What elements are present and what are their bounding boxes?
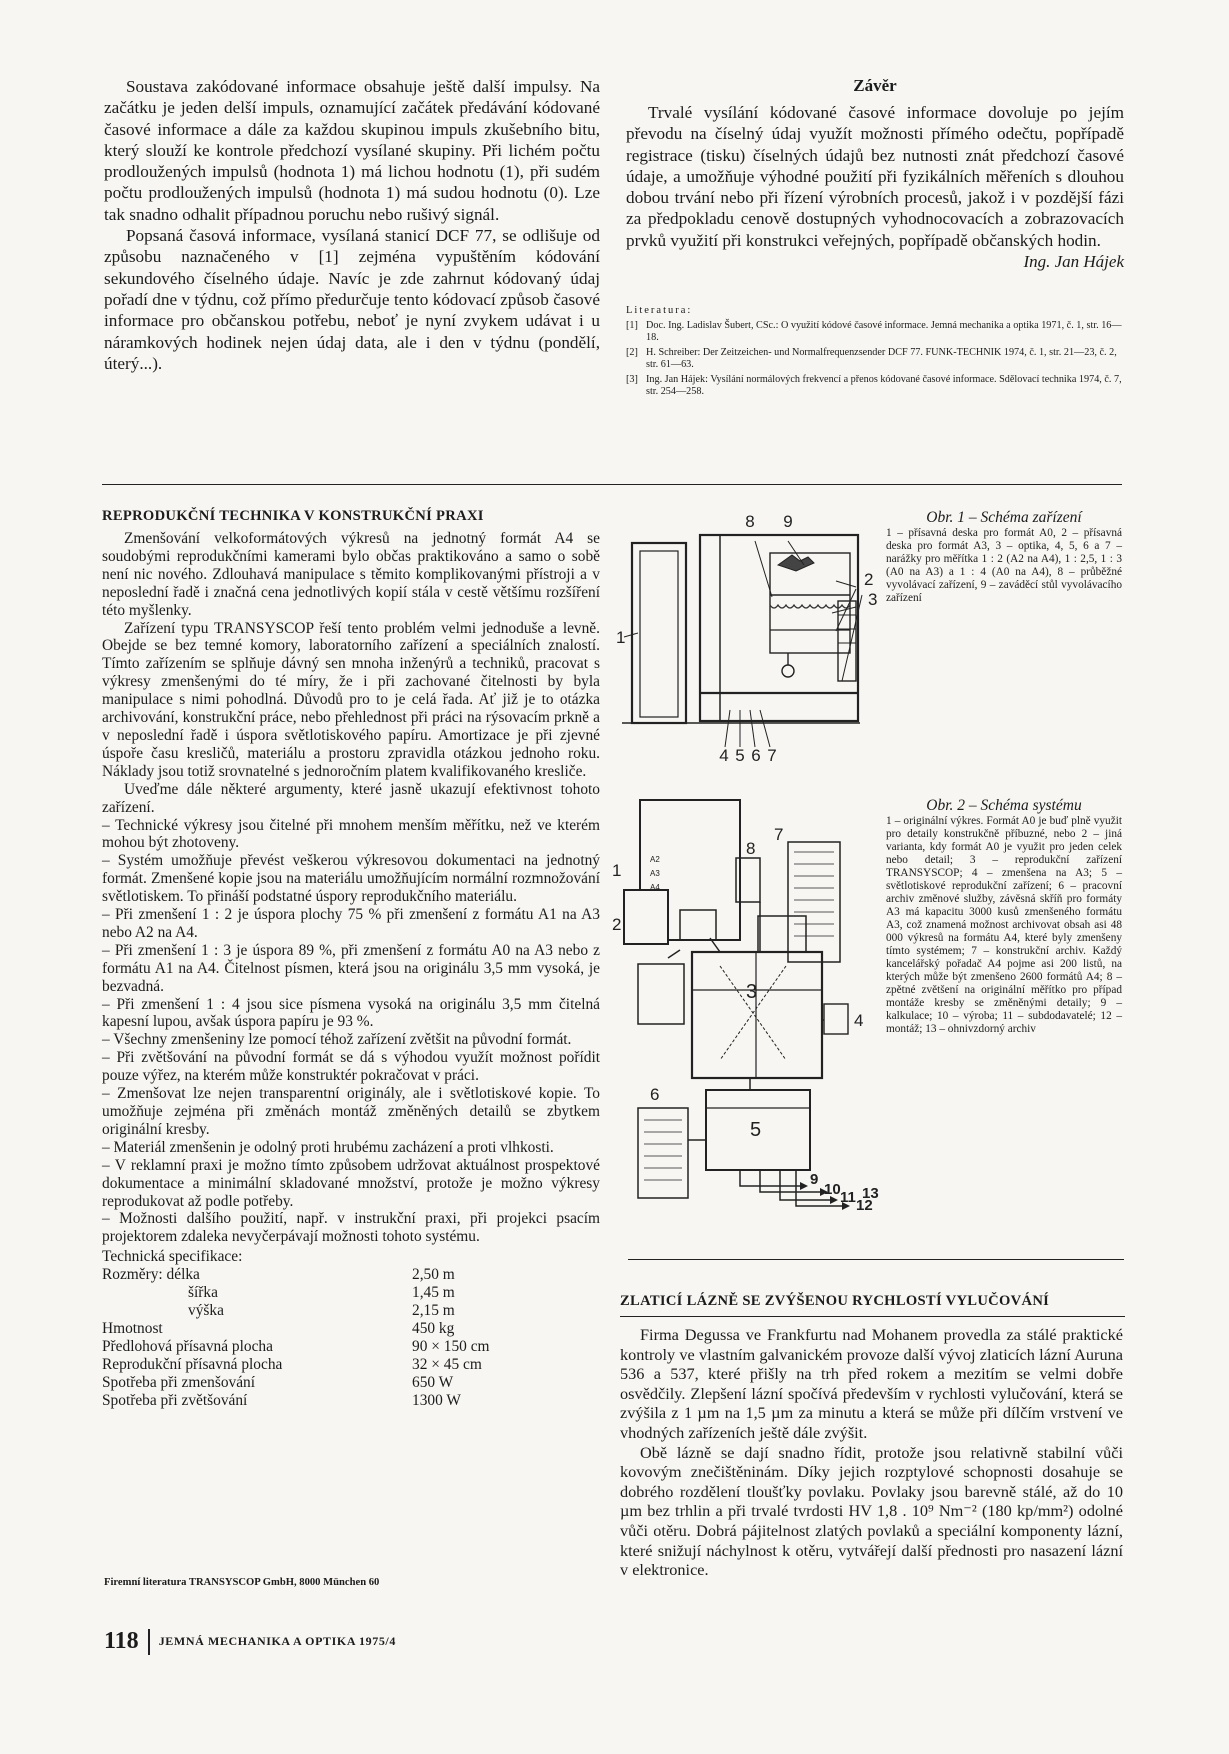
sheet-label: A2 bbox=[650, 855, 660, 864]
literature-heading: Literatura: bbox=[626, 305, 693, 317]
argument-item: – Zmenšovat lze nejen transparentní originály, ale i světlotiskové kopie. To umožňuje zejména při změnách montáž změněných detailů se zbytkem originální kresby. bbox=[102, 1085, 600, 1138]
spec-row bbox=[102, 1320, 600, 1338]
spec-heading: Technická specifikace: bbox=[102, 1248, 243, 1266]
figure-label: 6 bbox=[751, 746, 761, 765]
literature-text: Doc. Ing. Ladislav Šubert, CSc.: O využití kódové časové informace. Jemná mechanika a optika 1971, č. 1, str. 16—18. bbox=[646, 320, 1122, 344]
literature-item bbox=[626, 374, 1124, 399]
section-divider bbox=[628, 1259, 1124, 1260]
literature-number: [3] bbox=[626, 373, 638, 385]
figure-label: 13 bbox=[862, 1185, 879, 1202]
spec-value: 90 × 150 cm bbox=[412, 1337, 490, 1355]
spec-label: šířka bbox=[188, 1284, 218, 1302]
figure-label: 4 bbox=[719, 746, 729, 765]
figure-label: 3 bbox=[746, 981, 758, 1003]
figure-label: 1 bbox=[616, 628, 626, 647]
repro-paragraph-1: Zmenšování velkoformátových výkresů na jednotný formát A4 se soudobými reprodukčními kamerami bylo občas praktikováno a samo o sobě není nic nového. Zdlouhavá manipulace s těmito komplikovanými přístroji a v neposlední řadě i značná cena jednotlivých kopií stála v cestě většímu rozšíření této myšlenky. bbox=[102, 530, 600, 619]
footer-separator bbox=[148, 1629, 150, 1655]
heading-underline bbox=[620, 1316, 1125, 1317]
figure-label: 4 bbox=[854, 1011, 864, 1030]
argument-item: – Technické výkresy jsou čitelné při mnohem menším měřítku, než ve kterém mohou být zhotoveny. bbox=[102, 816, 600, 852]
conclusion-heading: Závěr bbox=[853, 76, 897, 95]
figure-1-legend: 1 – přísavná deska pro formát A0, 2 – přísavná deska pro formát A3, 3 – optika, 4, 5, 6 a 7 – narážky pro měřítka 1 : 2 (A2 na A4), 1 : 2,5, 1 : 3 (A0 na A3) a 1 : 4 (A0 na A4), 8 – průběžné vyvolávací zařízení, 9 – zaváděcí stůl vyvolávacího zařízení bbox=[886, 527, 1122, 604]
figure-2-caption bbox=[886, 799, 1122, 1036]
gold-paragraph-2: Obě lázně se dají snadno řídit, protože jsou relativně stabilní vůči kovovým znečištěninám. Díky jejich rozptylové schopnosti dosahuje se dobrého rozdělení tloušťky povlaku. Povlaky jsou barevně stálé, až do 10 µm bez trhlin a při trvalé tvrdosti HV 1,8 . 10⁹ Nm⁻² (180 kp/mm²) odolné vůči otěru. Dobrá pájitelnost zlatých povlaků a speciální komponenty lázní, které snižují náchylnost k otěru, vytvářejí další přednosti pro nasazení lázní v elektronice. bbox=[620, 1442, 1123, 1580]
literature-item bbox=[626, 320, 1124, 345]
spec-row bbox=[102, 1338, 600, 1356]
figure-label: 7 bbox=[774, 825, 784, 844]
argument-item: – Při zmenšení 1 : 2 je úspora plochy 75 % při zmenšení z formátu A1 na A3 nebo A2 na A4. bbox=[102, 906, 600, 941]
spec-value: 1300 W bbox=[412, 1391, 461, 1409]
argument-item: – Všechny zmenšeniny lze pomocí téhož zařízení zvětšit na původní formát. bbox=[102, 1031, 572, 1049]
spec-label: Spotřeba při zvětšování bbox=[102, 1391, 248, 1409]
spec-row bbox=[102, 1392, 600, 1410]
argument-item: – Systém umožňuje převést veškerou výkresovou dokumentaci na jednotný formát. Zmenšené kopie jsou na materiálu umožňujícím normální rozmnožování světlotiskem. To přináší podstatné úspory reprodukčního materiálu. bbox=[102, 852, 600, 906]
figure-label: 9 bbox=[810, 1171, 819, 1188]
literature-text: Ing. Jan Hájek: Vysílání normálových frekvencí a přenos kódované časové informace. Sdělovací technika 1974, č. 7, str. 254—258. bbox=[646, 373, 1122, 398]
spec-value: 32 × 45 cm bbox=[412, 1355, 482, 1373]
spec-value: 2,50 m bbox=[412, 1266, 455, 1284]
figure-label: 10 bbox=[824, 1181, 841, 1198]
figure-label: 2 bbox=[864, 570, 874, 589]
figure-label: 2 bbox=[612, 915, 622, 934]
repro-paragraph-3: Uveďme dále některé argumenty, které jasně ukazují efektivnost tohoto zařízení. bbox=[102, 780, 600, 816]
spec-label: výška bbox=[188, 1301, 224, 1319]
spec-row bbox=[102, 1284, 600, 1302]
repro-paragraph-2: Zařízení typu TRANSYSCOP řeší tento problém velmi jednoduše a levně. Obejde se bez temné komory, laboratorního zařízení a speciálních znalostí. Tímto zařízením se splňuje dávný sen mnoha inženýrů a techniků, pracovat s výkresy zmenšenými do té míry, že i při zachované čitelnosti by byla manipulace s nimi pohodlná. Důvodů pro to je celá řada. Ať již je to otázka archivování, konstrukční práce, nebo přehlednost při práci na rýsovacím prkně a v neposlední řadě i úspora světlotiskového papíru. Amortizace je při zjevné úspoře času kresličů, materiálu a prostoru zpravidla otázkou jednoho roku. Náklady jsou totiž srovnatelné s jednoročním platem kvalifikovaného kresliče. bbox=[102, 619, 600, 780]
article-heading-gold: ZLATICÍ LÁZNĚ SE ZVÝŠENOU RYCHLOSTÍ VYLUČOVÁNÍ bbox=[620, 1293, 1050, 1309]
figure-label: 5 bbox=[750, 1119, 762, 1141]
spec-value: 650 W bbox=[412, 1373, 454, 1391]
figure-label: 12 bbox=[856, 1197, 873, 1210]
figure-label: 8 bbox=[746, 839, 756, 858]
sheet-label: A4 bbox=[650, 883, 660, 892]
figure-label: 1 bbox=[612, 861, 622, 880]
argument-item: – Při zmenšení 1 : 4 jsou sice písmena vysoká na originálu 3,5 mm čitelná kapesní lupou, avšak úspora papíru je 93 %. bbox=[102, 995, 600, 1031]
page-number: 118 bbox=[104, 1628, 139, 1654]
argument-item: – Při zvětšování na původní formát se dá s výhodou využít možnost pořídit pouze výřez, na kterém může konstruktér pokračovat v práci. bbox=[102, 1049, 600, 1085]
spec-label: Spotřeba při zmenšování bbox=[102, 1373, 256, 1391]
spec-value: 1,45 m bbox=[412, 1284, 455, 1302]
spec-table bbox=[102, 1266, 600, 1409]
article-heading-repro: REPRODUKČNÍ TECHNIKA V KONSTRUKČNÍ PRAXI bbox=[102, 508, 484, 524]
figure-label: 6 bbox=[650, 1085, 660, 1104]
figure-2-system-schematic bbox=[610, 790, 882, 1210]
argument-item: – Při zmenšení 1 : 3 je úspora 89 %, při zmenšení z formátu A0 na A3 nebo z formátu A1 na A4. Čitelnost písmen, která jsou na originálu 3,5 mm vysoká, je bezvadná. bbox=[102, 941, 600, 995]
repro-column bbox=[102, 530, 600, 1409]
spec-label: Reprodukční přísavná plocha bbox=[102, 1355, 283, 1373]
figure-label: 7 bbox=[767, 746, 777, 765]
literature-list bbox=[626, 320, 1124, 398]
intro-paragraph-1: Soustava zakódované informace obsahuje ještě další impulsy. Na začátku je jeden delší impuls, oznamující začátek předávání kódované časové informace a dále za každou skupinou impuls zkušebního bitu, který slouží ke kontrole předchozí vysílané skupiny. Při lichém počtu prodloužených impulsů (hodnota 1) má lichou hodnotu (1), při sudém počtu prodloužených impulsů (hodnota 1) má sudou hodnotu (0). Lze tak snadno odhalit případnou poruchu nebo rušivý signál. bbox=[104, 77, 600, 224]
literature-number: [1] bbox=[626, 320, 638, 332]
figure-label: 3 bbox=[868, 590, 878, 609]
argument-item: – V reklamní praxi je možno tímto způsobem udržovat aktuálnost prospektové dokumentace a minimální skladované množství, protože je možno výkresy reprodukovat až podle potřeby. bbox=[102, 1156, 600, 1210]
spec-row bbox=[102, 1356, 600, 1374]
figure-1-device-schematic bbox=[610, 505, 882, 765]
literature-item bbox=[626, 347, 1124, 372]
figure-1-title: Obr. 1 – Schéma zařízení bbox=[926, 509, 1082, 526]
figure-label: 5 bbox=[735, 746, 745, 765]
figure-2-legend: 1 – originální výkres. Formát A0 je buď plně využit pro detaily konstrukčně příbuzné, nebo 2 – jiná varianta, kdy formát A0 je využit pro jeden celek nebo detail; 3 – reprodukční zařízení TRANSYSCOP; 4 – zmenšena na A3; 5 – světlotiskové reprodukční zařízení; 6 – pracovní archiv změnové služby, závěsná skříň pro formáty A3 má kapacitu 3000 kusů zmenšeného formátu A3, což znamená možnost archivovat obsah asi 48 000 výkresů na formátu A4, které byly zmenšeny tímto systémem; 7 – konstrukční archiv. Každý kancelářský pořadač A4 pojme asi 200 listů, na kterých může být zmenšeno 2600 formátů A4; 8 – zpětné zvětšení na originální měřítko pro případ montáže kresby se změněnými detaily; 9 – kalkulace; 10 – výroba; 11 – subdodavatelé; 12 – montáž; 13 – ohnivzdorný archiv bbox=[886, 815, 1122, 1035]
figure-label: 9 bbox=[783, 512, 793, 531]
source-note: Firemní literatura TRANSYSCOP GmbH, 8000 München 60 bbox=[104, 1577, 380, 1588]
section-divider bbox=[102, 484, 1122, 485]
intro-paragraph-2: Popsaná časová informace, vysílaná stanicí DCF 77, se odlišuje od způsobu naznačeného v [1] zejména vypuštěním kódování sekundového číselného údaje. Navíc je zde zahrnut kódovaný údaj pořadí dne v týdnu, což přímo předurčuje tento kódovací způsob časové informace pro občanskou potřebu, neboť je nyní zvykem udávat i u náramkových hodinek nejen údaj data, ale i den v týdnu (pondělí, úterý...). bbox=[104, 226, 600, 373]
journal-title: JEMNÁ MECHANIKA A OPTIKA 1975/4 bbox=[158, 1634, 396, 1648]
spec-label: Předlohová přísavná plocha bbox=[102, 1337, 273, 1355]
spec-label: Rozměry: délka bbox=[102, 1266, 200, 1284]
gold-column bbox=[620, 1325, 1123, 1580]
article-author: Ing. Jan Hájek bbox=[1023, 252, 1124, 272]
figure-label: 11 bbox=[840, 1189, 856, 1206]
spec-row bbox=[102, 1374, 600, 1392]
spec-label: Hmotnost bbox=[102, 1319, 163, 1337]
spec-row bbox=[102, 1266, 600, 1284]
figure-2-title: Obr. 2 – Schéma systému bbox=[926, 797, 1082, 814]
conclusion-text: Trvalé vysílání kódované časové informace dovoluje po jejím převodu na číselný údaj využít možnosti přímého odečtu, popřípadě registrace (tisku) číselných údajů bez nutnosti znát předchozí časové údaje, a umožňuje výhodné použití při fyzikálních měřeních s dlouhou dobou trvání nebo při řízení výrobních procesů, jakož i v pozdější fázi za předpokladu cenově dostupných vyhodnocovacích a zobrazovacích prvků využití při konstrukci veřejných, popřípadě občanských hodin. bbox=[626, 103, 1124, 250]
page-footer bbox=[104, 1628, 396, 1655]
gold-paragraph-1: Firma Degussa ve Frankfurtu nad Mohanem provedla za stálé praktické kontroly ve vlastním galvanickém provoze další vývoj zlaticích lázní Auruna 536 a 537, které přišly na trh před rokem a mezitím se velmi dobře osvědčily. Zlepšení lázní spočívá především v rychlosti vylučování, která se zvýšila z 1 µm na 1,5 µm za minutu a která se může při dílčím vrstvení ve vhodných zařízeních ještě dále zvýšit. bbox=[620, 1325, 1123, 1442]
argument-item: – Materiál zmenšenin je odolný proti hrubému zacházení a proti vlhkosti. bbox=[102, 1138, 554, 1156]
sheet-label: A3 bbox=[650, 869, 660, 878]
figure-label: 8 bbox=[745, 512, 755, 531]
conclusion-column bbox=[626, 76, 1124, 401]
argument-item: – Možnosti dalšího použití, např. v instrukční praxi, při projekci psacím projektorem zdaleka nevyčerpávají možnosti tohoto systému. bbox=[102, 1210, 600, 1246]
spec-value: 450 kg bbox=[412, 1319, 455, 1337]
literature-text: H. Schreiber: Der Zeitzeichen- und Normalfrequenzsender DCF 77. FUNK-TECHNIK 1974, č. 1, str. 21—23, č. 2, str. 61—63. bbox=[646, 346, 1117, 371]
figure-1-caption bbox=[886, 511, 1122, 605]
spec-value: 2,15 m bbox=[412, 1301, 455, 1319]
literature-number: [2] bbox=[626, 346, 638, 358]
intro-column bbox=[104, 76, 600, 374]
spec-row bbox=[102, 1302, 600, 1320]
